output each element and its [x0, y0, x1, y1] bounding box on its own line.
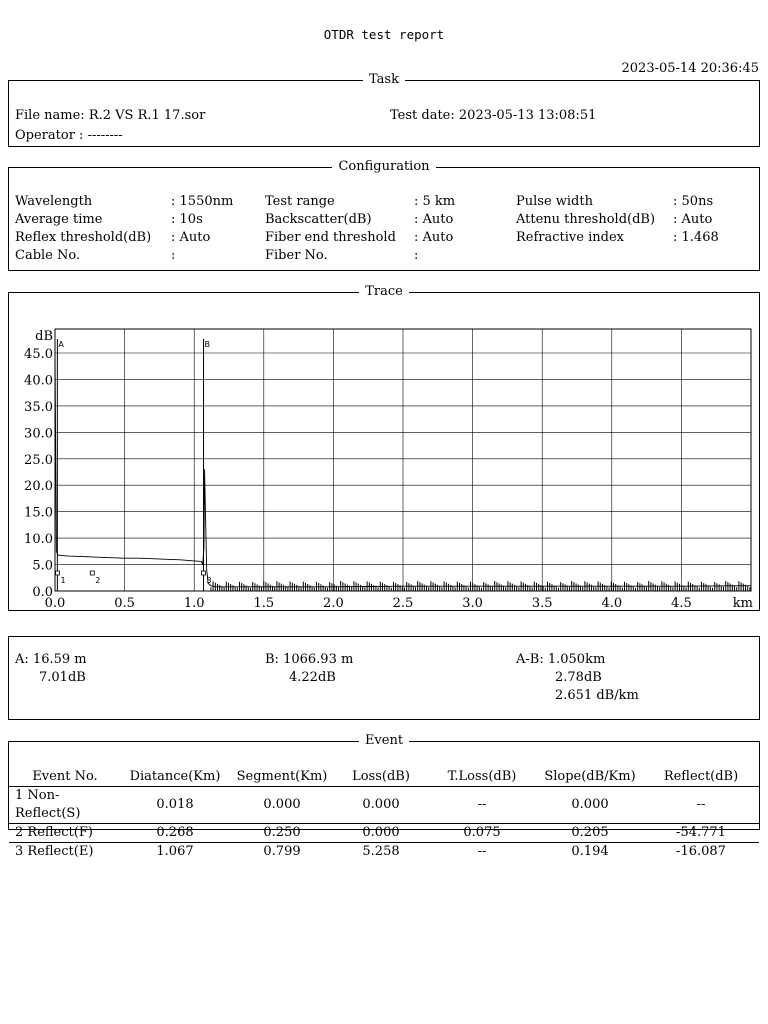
col-distance: Diatance(Km) [129, 769, 221, 784]
configuration-section [8, 160, 760, 271]
config-value-row [414, 248, 423, 263]
event-mark [202, 571, 206, 575]
table-row [9, 824, 759, 843]
config-value-row [171, 230, 210, 245]
config-separator: : [414, 230, 419, 245]
y-tick-label: 40.0 [24, 373, 53, 389]
config-value: 1.468 [681, 230, 719, 245]
event-mark-label: 2 [95, 576, 101, 585]
col-slope: Slope(dB/Km) [544, 769, 636, 784]
event-total-loss: -- [427, 843, 537, 862]
config-value-row [171, 248, 180, 263]
config-value: Auto [422, 212, 454, 227]
y-tick-label: 35.0 [24, 399, 53, 415]
event-segment: 0.250 [229, 824, 335, 843]
event-distance: 0.018 [121, 787, 229, 824]
print-date: 2023-05-14 20:36:45 [621, 61, 759, 76]
config-value-row [414, 230, 453, 245]
x-tick-label: 3.0 [462, 596, 483, 609]
table-row [9, 787, 759, 824]
report-title: OTDR test report [323, 27, 445, 42]
y-tick-label: 10.0 [24, 532, 53, 548]
test-date-value: 2023-05-13 13:08:51 [458, 108, 597, 123]
config-label: Attenu threshold(dB) [516, 212, 656, 227]
config-label: Reflex threshold(dB) [15, 230, 152, 245]
marker-a-distance-row [15, 651, 87, 669]
col-reflect: Reflect(dB) [663, 769, 739, 784]
file-name-label: File name: [15, 108, 85, 123]
file-name-value: R.2 VS R.1 17.sor [88, 108, 206, 123]
cursor-a-label: A [58, 340, 64, 349]
y-tick-label: 45.0 [24, 347, 53, 362]
event-segment: 0.799 [229, 843, 335, 862]
marker-a-level: 7.01dB [39, 670, 86, 685]
config-value-row [414, 194, 455, 209]
x-tick-label: 0.5 [114, 596, 135, 609]
config-value-row [171, 194, 233, 209]
event-loss: 0.000 [335, 787, 427, 824]
trace-section [8, 285, 760, 611]
event-slope: 0.000 [537, 787, 643, 824]
config-value: 1550nm [179, 194, 234, 209]
y-tick-label: 30.0 [24, 426, 53, 442]
x-tick-label: 3.5 [531, 596, 553, 609]
trace-legend: Trace [365, 284, 403, 299]
event-loss: 0.000 [335, 824, 427, 843]
y-tick-label: 25.0 [24, 452, 53, 468]
y-tick-label: 5.0 [32, 558, 53, 574]
config-value-row [414, 212, 453, 227]
configuration-legend: Configuration [338, 159, 430, 174]
x-tick-label: 2.5 [392, 596, 414, 609]
x-tick-label: 4.5 [671, 596, 692, 609]
y-tick-label: 0.0 [32, 585, 53, 600]
event-distance: 0.268 [121, 824, 229, 843]
config-separator: : [171, 194, 176, 209]
marker-ab-slope: 2.651 dB/km [555, 688, 639, 703]
marker-ab-distance: 1.050km [547, 652, 606, 667]
config-label: Pulse width [516, 194, 593, 209]
config-value-row [171, 212, 203, 227]
event-name: 3 Reflect(E) [9, 843, 121, 862]
test-date-row [390, 107, 596, 125]
marker-b-distance-row [265, 651, 353, 669]
event-slope: 0.194 [537, 843, 643, 862]
cursor-b-label: B [204, 340, 211, 349]
marker-section [8, 636, 760, 720]
config-value: 5 km [422, 194, 456, 209]
marker-b-distance: 1066.93 m [283, 652, 354, 667]
config-separator: : [414, 248, 419, 263]
config-value: Auto [179, 230, 211, 245]
config-label: Average time [15, 212, 103, 227]
event-loss: 5.258 [335, 843, 427, 862]
event-section [8, 733, 760, 859]
x-axis-label: km [732, 596, 753, 609]
event-reflect: -16.087 [643, 843, 759, 862]
event-reflect: -54.771 [643, 824, 759, 843]
x-tick-label: 1.0 [183, 596, 205, 609]
y-tick-label: 15.0 [24, 505, 53, 521]
marker-a-label: A: [15, 652, 29, 667]
y-axis-label: dB [35, 329, 53, 344]
col-segment: Segment(Km) [236, 769, 328, 784]
event-name: 1 Non-Reflect(S) [9, 787, 121, 824]
marker-a-distance: 16.59 m [32, 652, 87, 667]
event-header-row [9, 768, 759, 787]
event-distance: 1.067 [121, 843, 229, 862]
config-value-row [673, 230, 719, 245]
x-tick-label: 4.0 [601, 596, 623, 609]
config-separator: : [171, 248, 176, 263]
event-name: 2 Reflect(F) [9, 824, 121, 843]
event-mark [56, 571, 60, 575]
config-label: Backscatter(dB) [265, 212, 372, 227]
config-label: Test range [265, 194, 335, 209]
config-value: Auto [422, 230, 454, 245]
config-separator: : [171, 230, 176, 245]
config-separator: : [414, 212, 419, 227]
event-segment: 0.000 [229, 787, 335, 824]
config-separator: : [673, 212, 678, 227]
event-mark-label: 1 [60, 576, 66, 585]
event-mark-label: 3 [206, 576, 212, 585]
config-separator: : [414, 194, 419, 209]
marker-ab-loss: 2.78dB [555, 670, 602, 685]
config-separator: : [673, 230, 678, 245]
table-row [9, 843, 759, 862]
x-tick-label: 1.5 [253, 596, 275, 609]
config-label: Fiber No. [265, 248, 328, 263]
config-value: 10s [179, 212, 203, 227]
operator-row [15, 127, 123, 145]
config-value-row [673, 194, 713, 209]
test-date-label: Test date: [390, 108, 455, 123]
event-mark [90, 571, 94, 575]
config-label: Fiber end threshold [265, 230, 396, 245]
config-value: 50ns [681, 194, 714, 209]
task-legend: Task [369, 72, 399, 87]
event-table [9, 768, 759, 861]
col-event-no: Event No. [32, 769, 98, 784]
event-slope: 0.205 [537, 824, 643, 843]
event-reflect: -- [643, 787, 759, 824]
operator-label: Operator : [15, 128, 84, 143]
config-label: Cable No. [15, 248, 81, 263]
marker-ab-label: A-B: [516, 652, 544, 667]
marker-b-label: B: [265, 652, 279, 667]
operator-value: -------- [87, 128, 123, 143]
col-loss: Loss(dB) [352, 769, 410, 784]
y-tick-label: 20.0 [24, 479, 53, 495]
task-section [8, 73, 760, 147]
event-legend: Event [364, 733, 404, 748]
marker-b-level: 4.22dB [289, 670, 336, 685]
event-total-loss: 0.075 [427, 824, 537, 843]
event-total-loss: -- [427, 787, 537, 824]
x-tick-label: 0.0 [44, 596, 66, 609]
col-total-loss: T.Loss(dB) [447, 769, 517, 784]
config-separator: : [171, 212, 176, 227]
config-separator: : [673, 194, 678, 209]
config-label: Refractive index [516, 230, 624, 245]
config-value-row [673, 212, 712, 227]
marker-ab-distance-row [516, 651, 605, 669]
file-name-row [15, 107, 205, 125]
config-value: Auto [681, 212, 713, 227]
x-tick-label: 2.0 [323, 596, 344, 609]
config-label: Wavelength [15, 194, 93, 209]
trace-chart [9, 299, 759, 609]
